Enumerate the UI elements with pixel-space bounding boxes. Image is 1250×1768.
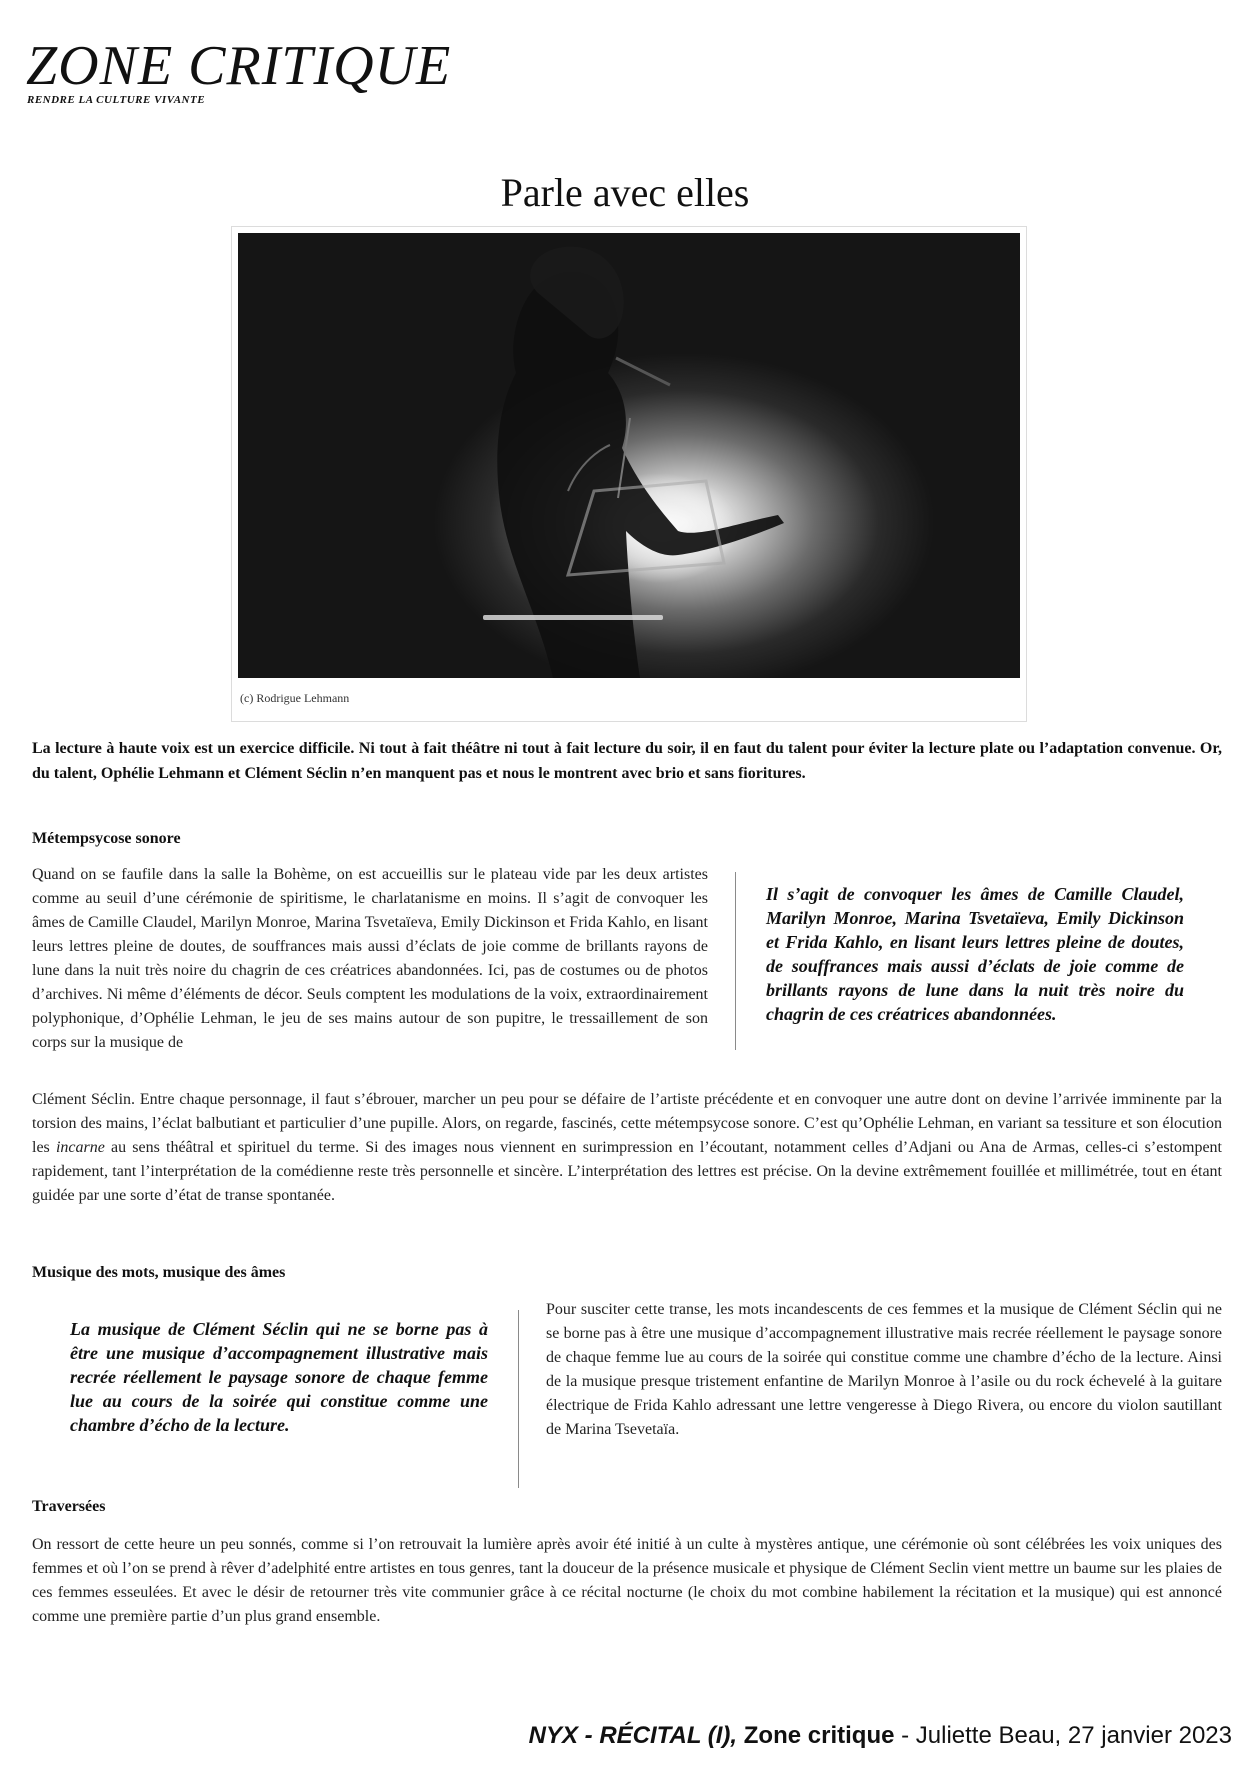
article-title: Parle avec elles xyxy=(500,170,750,215)
section1-paragraph-part2a: Clément Séclin. Entre chaque personnage, il faut s’ébrouer, marcher un peu pour se défaire de l’artiste précédente et en convoquer une autre dont on devine l’arrivée imminente par la torsion des mains, l’éclat balbutiant et particulier d’une pupille. Alors, on regarde, fascinés, cette métempsycose sonore. C’est qu’Ophélie Lehman, en variant sa tessiture et son élocution les xyxy=(32,1091,1222,1156)
section1-paragraph-part1: Quand on se faufile dans la salle la Bohème, on est accueillis sur le plateau vide par les deux artistes comme au seuil d’une cérémonie de spiritisme, le charlatanisme en moins. Il s’agit de convoquer les âmes de Camille Claudel, Marilyn Monroe, Marina Tsvetaïeva, Emily Dickinson et Frida Kahlo, en lisant leurs lettres pleine de doutes, de souffrances mais aussi d’éclats de joie comme de brillants rayons de lune dans la nuit très noire du chagrin de ces créatrices abandonnées. Ici, pas de costumes ou de photos d’archives. Ni même d’éléments de décor. Seuls comptent les modulations de la voix, extraordinairement polyphonique, d’Ophélie Lehman, le jeu de ses mains autour de son pupitre, le tressaillement de son corps sur la musique de xyxy=(32,866,708,1051)
article-photo xyxy=(231,226,1027,722)
pull-quote-1: Il s’agit de convoquer les âmes de Camille Claudel, Marilyn Monroe, Marina Tsvetaïeva, Emily Dickinson et Frida Kahlo, en lisant leurs lettres pleine de doutes, de souffrances mais aussi d’éclats de joie comme de brillants rayons de lune dans la nuit très noire du chagrin de ces créatrices abandonnées. xyxy=(766,884,1184,1024)
section-heading-traversees: Traversées xyxy=(32,1498,106,1515)
pull-quote-2: La musique de Clément Séclin qui ne se borne pas à être une musique d’accompagnement illustrative mais recrée réellement le paysage sonore de chaque femme lue au cours de la soirée qui constitue comme une chambre d’écho de la lecture. xyxy=(70,1319,488,1435)
photo-credit: (c) Rodrigue Lehmann xyxy=(240,691,350,705)
article-lead: La lecture à haute voix est un exercice difficile. Ni tout à fait théâtre ni tout à fait lecture du soir, il en faut du talent pour éviter la lecture plate ou l’adaptation convenue. Or, du talent, Ophélie Lehmann et Clément Séclin n’en manquent pas et nous le montrent avec brio et sans fioritures. xyxy=(32,740,1222,782)
footer-byline: - Juliette Beau, 27 janvier 2023 xyxy=(894,1722,1232,1749)
article-source-footer xyxy=(529,1722,1232,1750)
site-tagline: RENDRE LA CULTURE VIVANTE xyxy=(27,94,206,106)
pull-quote-rule xyxy=(735,872,736,1050)
performer-image xyxy=(238,233,1020,678)
section-heading-musique: Musique des mots, musique des âmes xyxy=(32,1264,286,1281)
emphasis-incarne: incarne xyxy=(55,1139,105,1156)
footer-publication: Zone critique xyxy=(743,1722,895,1749)
image-scroll-indicator xyxy=(483,615,663,620)
site-logo[interactable] xyxy=(26,36,451,106)
performer-silhouette xyxy=(238,233,1020,678)
section-heading-metempsycose: Métempsycose sonore xyxy=(32,830,181,847)
section3-paragraph: On ressort de cette heure un peu sonnés, comme si l’on retrouvait la lumière après avoir été initié à un culte à mystères antique, une cérémonie où sont célébrées les voix uniques des femmes et où l’on se prend à rêver d’adelphité entre artistes en tous genres, tant la douceur de la présence musicale et physique de Clément Seclin vient mettre un baume sur les plaies de ces femmes esseulées. Et avec le désir de retourner très vite communier grâce à ce récital nocturne (le choix du mot combine habilement la récitation et la musique) qui est annoncé comme une première partie d’un plus grand ensemble. xyxy=(32,1536,1222,1625)
pull-quote-rule-2 xyxy=(518,1310,519,1488)
section1-paragraph-part2b: au sens théâtral et spirituel du terme. Si des images nous viennent en surimpression en l’écoutant, notamment celles d’Adjani ou Ana de Armas, celles-ci s’estompent rapidement, tant l’interprétation de la comédienne reste très personnelle et sincère. L’interprétation des lettres est précise. On la devine extrêmement fouillée et millimétrée, tout en étant guidée par une sorte d’état de transe spontanée. xyxy=(32,1139,1222,1204)
site-title: ZONE CRITIQUE xyxy=(26,35,452,97)
section1-paragraph-part2 xyxy=(32,1088,1222,1208)
section2-paragraph: Pour susciter cette transe, les mots incandescents de ces femmes et la musique de Clément Séclin qui ne se borne pas à être une musique d’accompagnement illustrative mais recrée réellement le paysage sonore de chaque femme lue au cours de la soirée qui constitue comme une chambre d’écho de la lecture. Ainsi de la musique presque tristement enfantine de Marilyn Monroe à l’asile ou du rock échevelé à la guitare électrique de Frida Kahlo adressant une lettre vengeresse à Diego Rivera, ou encore du violon sautillant de Marina Tsevetaïa. xyxy=(546,1301,1222,1438)
footer-show-title: NYX - RÉCITAL (I), xyxy=(528,1722,738,1749)
